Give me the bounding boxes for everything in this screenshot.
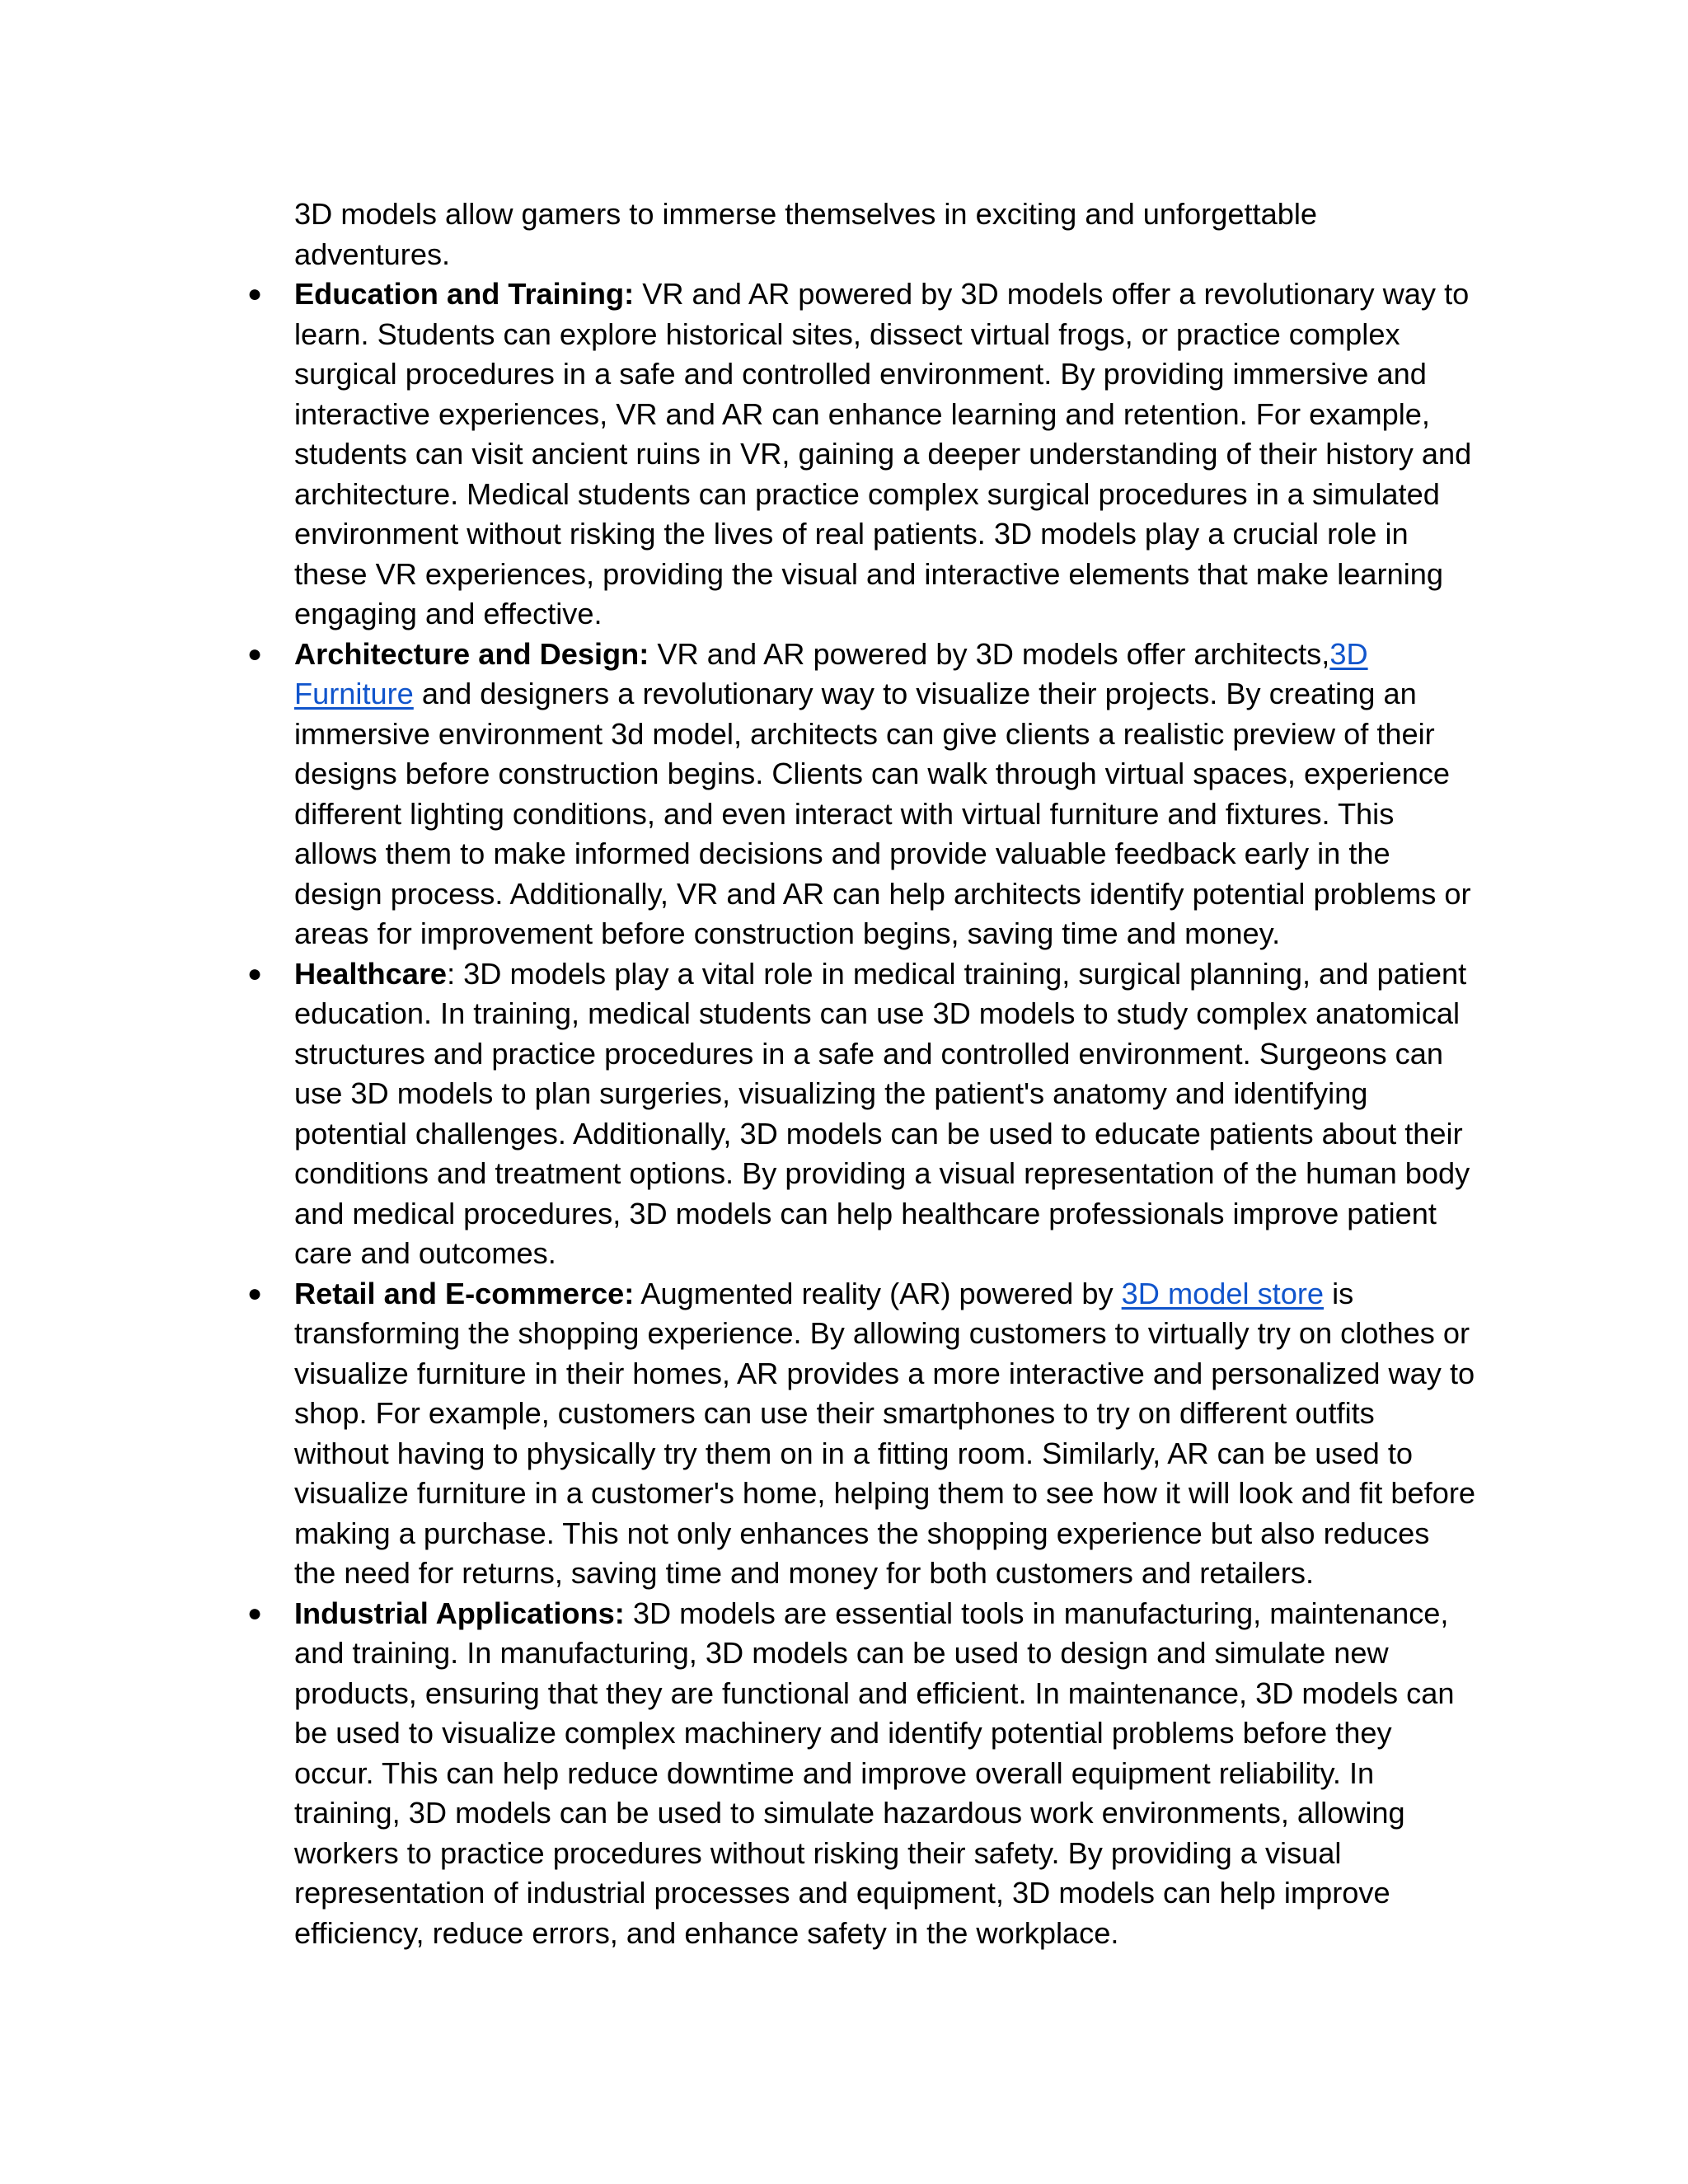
bullet-icon: ● [246, 959, 263, 987]
intro-continuation: 3D models allow gamers to immerse themselves in exciting and unforgettable adventures. [294, 197, 1318, 271]
item-text: 3D models are essential tools in manufacturing, maintenance, and training. In manufacturing, 3D models can be used to design and simulate new products, ensuring that they are functional and efficient. In maintenance, 3D models can be used to visualize complex machinery and identify potential problems before they occur. This can help reduce downtime and improve overall equipment reliability. In training, 3D models can be used to simulate hazardous work environments, allowing workers to practice procedures without risking their safety. By providing a visual representation of industrial processes and equipment, 3D models can help improve efficiency, reduce errors, and enhance safety in the workplace. [294, 1596, 1455, 1950]
item-heading: Retail and E-commerce: [294, 1276, 635, 1310]
list-item-industrial [246, 1594, 1477, 1954]
document-body [246, 194, 1477, 1953]
bullet-icon: ● [246, 280, 263, 307]
bullet-icon: ● [246, 640, 263, 668]
use-case-list [246, 274, 1477, 1953]
item-heading: Industrial Applications: [294, 1596, 625, 1630]
item-heading: Education and Training: [294, 277, 635, 311]
bullet-icon: ● [246, 1279, 263, 1307]
item-text-continued: and designers a revolutionary way to visualize their projects. By creating an immersive environment 3d model, architects can give clients a realistic preview of their designs before construction begins. Clients can walk through virtual spaces, experience different lighting conditions, and even interact with virtual furniture and fixtures. This allows them to make informed decisions and provide valuable feedback early in the design process. Additionally, VR and AR can help architects identify potential problems or areas for improvement before construction begins, saving time and money. [294, 677, 1471, 950]
list-item-healthcare [246, 954, 1477, 1274]
list-item-education [246, 274, 1477, 635]
list-item-architecture [246, 635, 1477, 954]
item-text: VR and AR powered by 3D models offer a revolutionary way to learn. Students can explore historical sites, dissect virtual frogs, or practice complex surgical procedures in a safe and controlled environment. By providing immersive and interactive experiences, VR and AR can enhance learning and retention. For example, students can visit ancient ruins in VR, gaining a deeper understanding of their history and architecture. Medical students can practice complex surgical procedures in a simulated environment without risking the lives of real patients. 3D models play a crucial role in these VR experiences, providing the visual and interactive elements that make learning engaging and effective. [294, 277, 1472, 630]
item-text: Augmented reality (AR) powered by [634, 1276, 1122, 1310]
item-text: : 3D models play a vital role in medical training, surgical planning, and patient education. In training, medical students can use 3D models to study complex anatomical structures and practice procedures in a safe and controlled environment. Surgeons can use 3D models to plan surgeries, visualizing the patient's anatomy and identifying potential challenges. Additionally, 3D models can be used to educate patients about their conditions and treatment options. By providing a visual representation of the human body and medical procedures, 3D models can help healthcare professionals improve patient care and outcomes. [294, 956, 1470, 1270]
list-item-retail [246, 1274, 1477, 1594]
3d-model-store-link[interactable]: 3D model store [1121, 1276, 1325, 1310]
item-heading: Architecture and Design: [294, 636, 649, 671]
item-text-continued: is transforming the shopping experience. By allowing customers to virtually try on clothes or visualize furniture in their homes, AR provides a more interactive and personalized way to shop. For example, customers can use their smartphones to try on different outfits without having to physically try them on in a fitting room. Similarly, AR can be used to visualize furniture in a customer's home, helping them to see how it will look and fit before making a purchase. This not only enhances the shopping experience but also reduces the need for returns, saving time and money for both customers and retailers. [294, 1276, 1476, 1590]
3d-furniture-link[interactable]: 3D Furniture [294, 636, 1368, 710]
item-heading: Healthcare [294, 956, 448, 991]
bullet-icon: ● [246, 1599, 263, 1627]
item-text: VR and AR powered by 3D models offer architects, [649, 636, 1330, 671]
